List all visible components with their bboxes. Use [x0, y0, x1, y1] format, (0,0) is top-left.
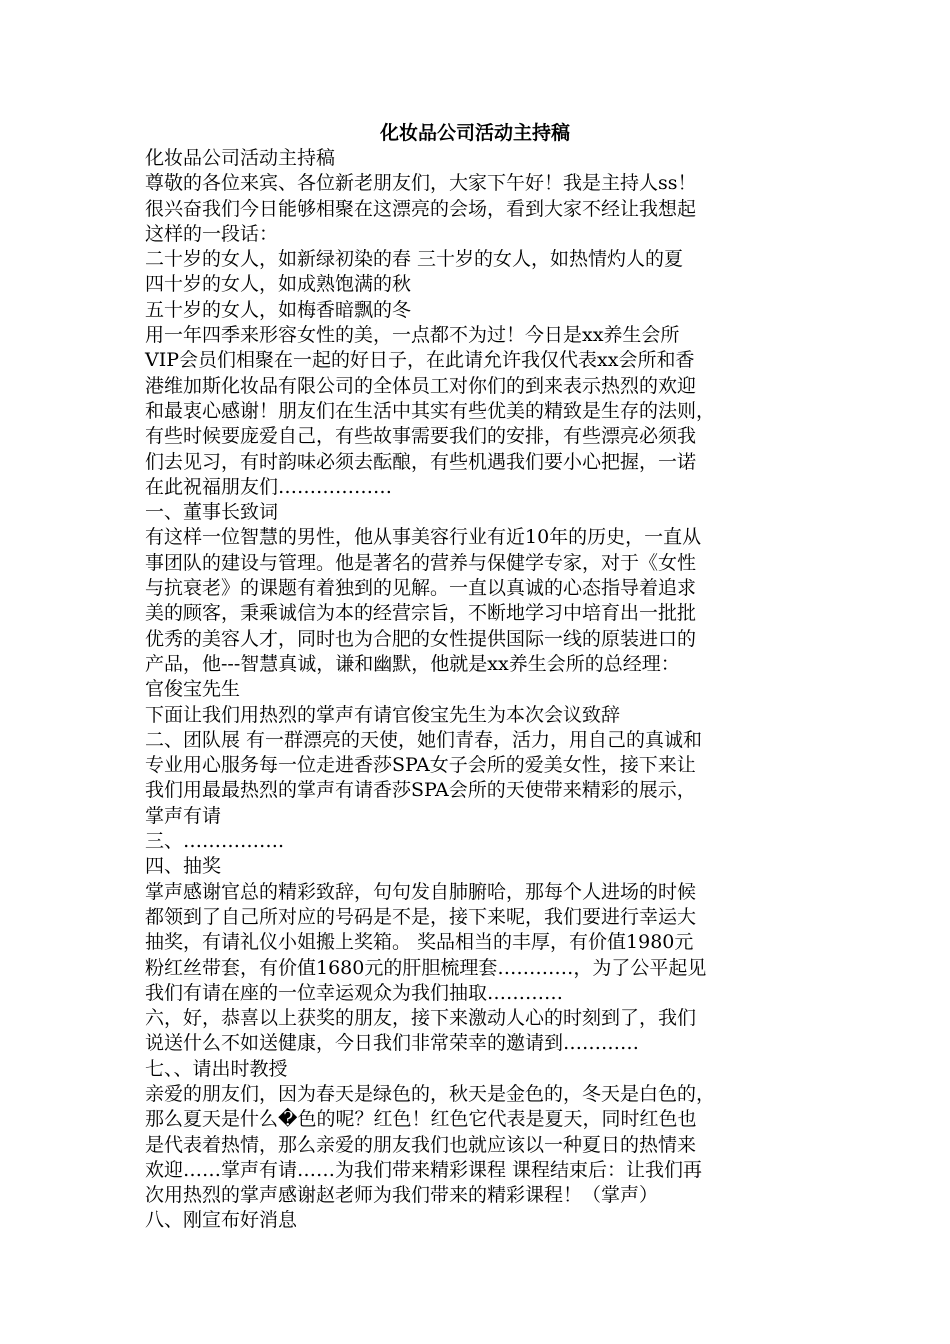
body-line: 四、抽奖 — [145, 855, 222, 878]
body-line: 那么夏天是什么�色的呢？红色！红色它代表是夏天，同时红色也 — [145, 1108, 697, 1131]
body-line: 六，好，恭喜以上获奖的朋友，接下来激动人心的时刻到了，我们 — [145, 1007, 697, 1030]
body-line: 用一年四季来形容女性的美，一点都不为过！今日是xx养生会所 — [145, 324, 680, 347]
body-line: 四十岁的女人，如成熟饱满的秋 — [145, 273, 412, 296]
body-line: 这样的一段话： — [145, 222, 279, 245]
body-line: 我们用最最热烈的掌声有请香莎SPA会所的天使带来精彩的展示， — [145, 779, 696, 802]
body-line: 掌声有请 — [145, 804, 222, 827]
body-line: 在此祝福朋友们……………… — [145, 475, 393, 498]
body-line: 掌声感谢官总的精彩致辞，句句发自肺腑哈，那每个人进场的时候 — [145, 880, 697, 903]
body-line: 下面让我们用热烈的掌声有请官俊宝先生为本次会议致辞 — [145, 703, 621, 726]
document-title: 化妆品公司活动主持稿 — [379, 122, 570, 144]
body-line: 美的顾客，秉乘诚信为本的经营宗旨，不断地学习中培育出一批批 — [145, 602, 697, 625]
body-line: 是代表着热情，那么亲爱的朋友我们也就应该以一种夏日的热情来 — [145, 1133, 697, 1156]
body-line: 次用热烈的掌声感谢赵老师为我们带来的精彩课程！（掌声） — [145, 1184, 659, 1207]
body-line: 都领到了自己所对应的号码是不是，接下来呢，我们要进行幸运大 — [145, 905, 697, 928]
body-line: 专业用心服务每一位走进香莎SPA女子会所的爱美女性，接下来让 — [145, 754, 696, 777]
body-line: 我们有请在座的一位幸运观众为我们抽取………… — [145, 981, 564, 1004]
body-line: 一、董事长致词 — [145, 501, 279, 524]
body-line: VIP会员们相聚在一起的好日子，在此请允许我仅代表xx会所和香 — [145, 349, 695, 372]
body-line: 官俊宝先生 — [145, 678, 241, 701]
body-line: 有些时候要庞爱自己，有些故事需要我们的安排，有些漂亮必须我 — [145, 425, 697, 448]
body-line: 亲爱的朋友们，因为春天是绿色的，秋天是金色的，冬天是白色的， — [145, 1082, 716, 1105]
body-line: 二、团队展 有一群漂亮的天使，她们青春，活力，用自己的真诚和 — [145, 728, 703, 751]
body-line: 尊敬的各位来宾、各位新老朋友们，大家下午好！我是主持人ss！ — [145, 172, 697, 195]
body-line: 七、、请出时教授 — [145, 1057, 288, 1080]
body-line: 五十岁的女人，如梅香暗飘的冬 — [145, 298, 412, 321]
body-line: 们去见习，有时韵味必须去酝酿，有些机遇我们要小心把握，一诺 — [145, 450, 697, 473]
body-line: 和最衷心感谢！朋友们在生活中其实有些优美的精致是生存的法则， — [145, 399, 716, 422]
body-line: 与抗衰老》的课题有着独到的见解。一直以真诚的心态指导着追求 — [145, 577, 697, 600]
body-line: 港维加斯化妆品有限公司的全体员工对你们的到来表示热烈的欢迎 — [145, 374, 697, 397]
body-line: 产品，他---智慧真诚，谦和幽默，他就是xx养生会所的总经理： — [145, 652, 680, 675]
body-line: 很兴奋我们今日能够相聚在这漂亮的会场，看到大家不经让我想起 — [145, 197, 697, 220]
document-body — [145, 146, 815, 1234]
body-line: 抽奖，有请礼仪小姐搬上奖箱。 奖品相当的丰厚，有价值1980元 — [145, 931, 694, 954]
body-line: 有这样一位智慧的男性，他从事美容行业有近10年的历史，一直从 — [145, 526, 702, 549]
body-line: 二十岁的女人，如新绿初染的春 三十岁的女人，如热情灼人的夏 — [145, 248, 684, 271]
body-line: 说送什么不如送健康，今日我们非常荣幸的邀请到………… — [145, 1032, 640, 1055]
body-line: 事团队的建设与管理。他是著名的营养与保健学专家，对于《女性 — [145, 551, 697, 574]
body-line: 粉红丝带套，有价值1680元的肝胆梳理套…………，为了公平起见 — [145, 956, 707, 979]
body-line: 优秀的美容人才，同时也为合肥的女性提供国际一线的原装进口的 — [145, 627, 697, 650]
body-line: 化妆品公司活动主持稿 — [145, 147, 336, 169]
body-line: 三、……………. — [145, 830, 285, 853]
body-line: 欢迎……掌声有请……为我们带来精彩课程 课程结束后：让我们再 — [145, 1158, 703, 1181]
body-line: 八、刚宣布好消息 — [145, 1209, 298, 1232]
